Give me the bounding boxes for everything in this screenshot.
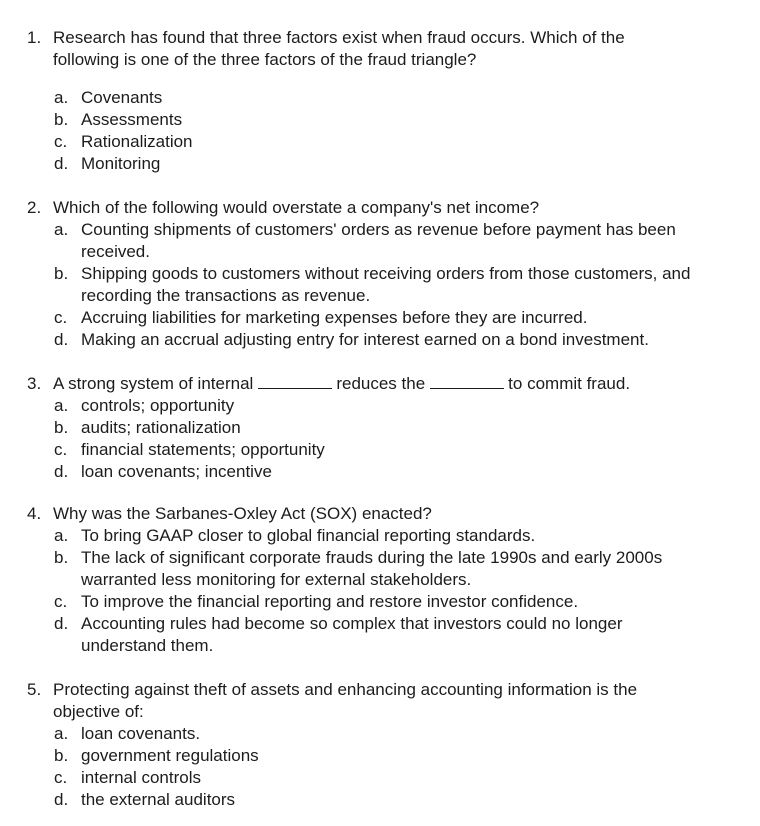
question-stem [0,197,740,219]
question-text: Research has found that three factors exist when fraud occurs. Which of the following is one of the three factors of the fraud triangle? [53,28,625,69]
option-text: Covenants [81,88,163,107]
option-text: controls; opportunity [81,396,235,415]
option-letter: b. [54,418,69,437]
option-text: Shipping goods to customers without receiving orders from those customers, and recording the transactions as revenue. [81,264,691,305]
question-3 [0,373,740,483]
option-b [0,417,740,439]
question-4 [0,503,740,657]
option-text: Accruing liabilities for marketing expenses before they are incurred. [81,308,588,327]
option-c [0,131,740,153]
option-text: Assessments [81,110,183,129]
option-letter: d. [54,462,69,481]
option-a [0,87,740,109]
question-stem [0,373,740,395]
option-letter: a. [54,88,69,107]
option-a [0,723,740,745]
question-1 [0,27,740,175]
question-text: Protecting against theft of assets and enhancing accounting information is the objective of: [53,680,638,721]
option-text: loan covenants; incentive [81,462,272,481]
option-b [0,109,740,131]
option-letter: d. [54,790,69,809]
option-letter: d. [54,330,69,349]
option-text: internal controls [81,768,202,787]
question-text-part-3: to commit fraud. [508,374,631,393]
option-letter: a. [54,220,69,239]
option-d [0,153,740,175]
option-letter: a. [54,526,69,545]
question-stem [0,27,693,71]
option-b [0,745,740,767]
option-letter: b. [54,548,69,567]
option-b [0,263,721,307]
option-text: Rationalization [81,132,193,151]
option-letter: a. [54,396,69,415]
option-text: Making an accrual adjusting entry for interest earned on a bond investment. [81,330,649,349]
answer-blank [258,373,332,389]
option-d [0,329,740,351]
answer-blank [430,373,504,389]
question-number: 3. [27,374,42,393]
question-5 [0,679,740,811]
question-number: 2. [27,198,42,217]
option-text: audits; rationalization [81,418,241,437]
option-text: financial statements; opportunity [81,440,325,459]
option-d [0,461,740,483]
option-text: Counting shipments of customers' orders as revenue before payment has been received. [81,220,676,261]
option-c [0,307,740,329]
option-letter: d. [54,614,69,633]
question-number: 1. [27,28,42,47]
option-text: the external auditors [81,790,236,809]
option-letter: c. [54,440,68,459]
option-d [0,613,681,657]
question-stem [0,679,693,723]
question-number: 5. [27,680,42,699]
option-letter: c. [54,308,68,327]
question-text: Which of the following would overstate a company's net income? [53,198,540,217]
question-text: Why was the Sarbanes-Oxley Act (SOX) enacted? [53,504,432,523]
option-c [0,591,740,613]
option-letter: b. [54,110,69,129]
option-d [0,789,740,811]
option-text: loan covenants. [81,724,201,743]
option-letter: b. [54,746,69,765]
option-text: Monitoring [81,154,161,173]
question-number: 4. [27,504,42,523]
option-a [0,395,740,417]
option-c [0,439,740,461]
option-c [0,767,740,789]
option-text: Accounting rules had become so complex that investors could no longer understand them. [81,614,623,655]
option-letter: c. [54,132,68,151]
option-letter: c. [54,768,68,787]
option-a [0,219,731,263]
option-b [0,547,721,591]
option-text: government regulations [81,746,259,765]
question-stem [0,503,740,525]
question-text-part-2: reduces the [336,374,426,393]
option-letter: c. [54,592,68,611]
question-2 [0,197,740,351]
option-text: To bring GAAP closer to global financial reporting standards. [81,526,536,545]
option-text: The lack of significant corporate frauds during the late 1990s and early 2000s warranted less monitoring for external stakeholders. [81,548,663,589]
option-letter: a. [54,724,69,743]
question-text-part-1: A strong system of internal [53,374,254,393]
option-a [0,525,740,547]
option-letter: d. [54,154,69,173]
option-text: To improve the financial reporting and restore investor confidence. [81,592,579,611]
option-letter: b. [54,264,69,283]
